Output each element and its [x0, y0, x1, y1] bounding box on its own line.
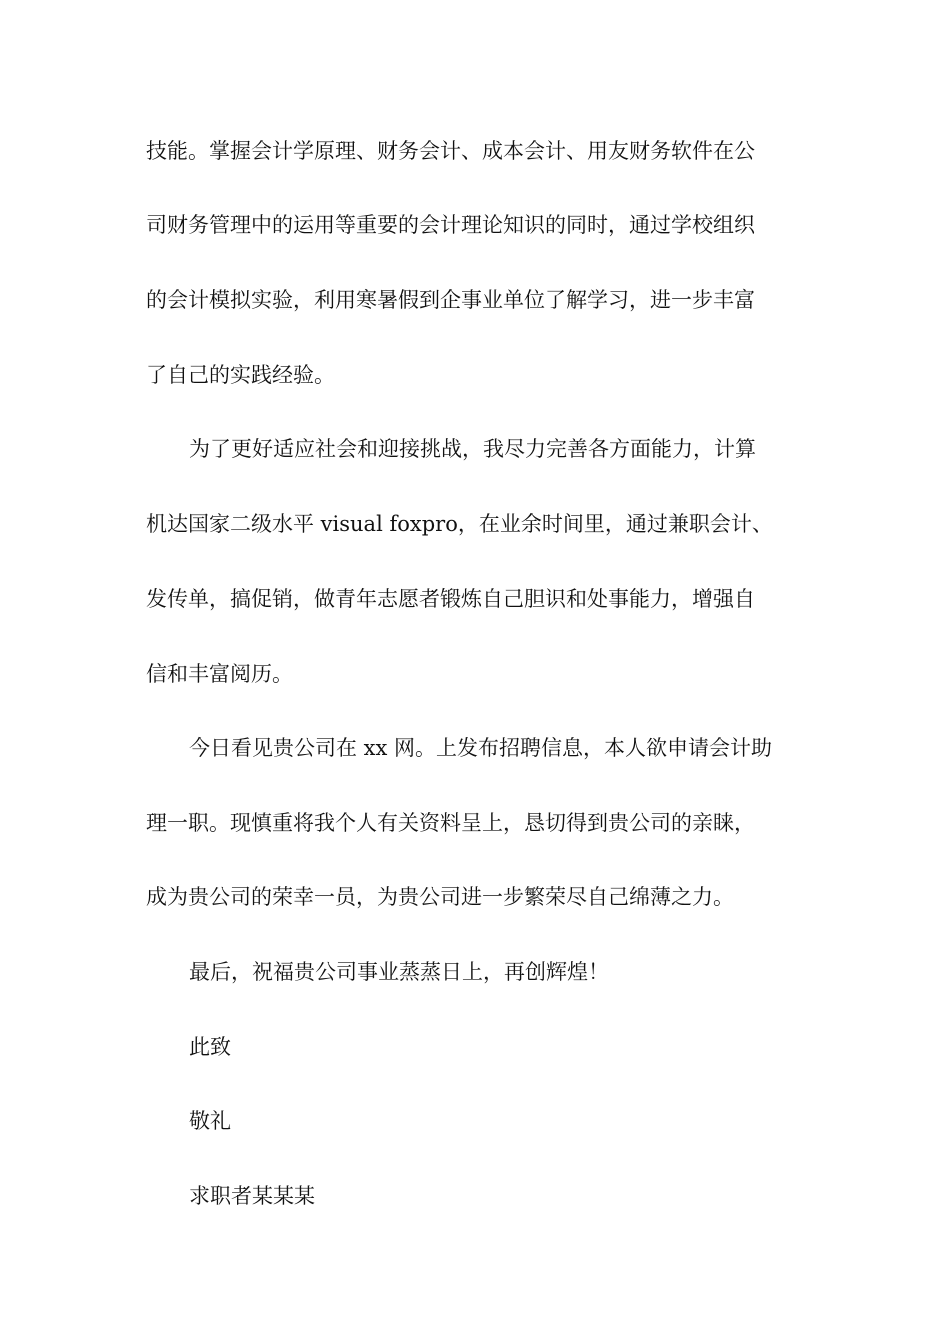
paragraph-3-line-2: 理一职。现慎重将我个人有关资料呈上，恳切得到贵公司的亲睐，	[146, 811, 755, 835]
paragraph-3-line-3: 成为贵公司的荣幸一员，为贵公司进一步繁荣尽自己绵薄之力。	[146, 885, 734, 909]
paragraph-1-line-4: 了自己的实践经验。	[146, 363, 335, 387]
paragraph-3-line-1: 今日看见贵公司在 xx 网。上发布招聘信息，本人欲申请会计助	[189, 736, 773, 760]
salutation-ci-zhi: 此致	[189, 1035, 231, 1059]
closing-wish: 最后，祝福贵公司事业蒸蒸日上，再创辉煌！	[189, 960, 609, 984]
paragraph-2-line-3: 发传单，搞促销，做青年志愿者锻炼自己胆识和处事能力，增强自	[146, 587, 755, 611]
salutation-jing-li: 敬礼	[189, 1109, 231, 1133]
paragraph-2-line-2: 机达国家二级水平 visual foxpro，在业余时间里，通过兼职会计、	[146, 512, 773, 536]
paragraph-1-line-2: 司财务管理中的运用等重要的会计理论知识的同时，通过学校组织	[146, 213, 755, 237]
paragraph-2-line-4: 信和丰富阅历。	[146, 662, 293, 686]
signature: 求职者某某某	[189, 1184, 315, 1208]
paragraph-1-line-3: 的会计模拟实验，利用寒暑假到企事业单位了解学习，进一步丰富	[146, 288, 755, 312]
paragraph-1-line-1: 技能。掌握会计学原理、财务会计、成本会计、用友财务软件在公	[146, 139, 755, 163]
paragraph-2-line-1: 为了更好适应社会和迎接挑战，我尽力完善各方面能力，计算	[189, 437, 756, 461]
